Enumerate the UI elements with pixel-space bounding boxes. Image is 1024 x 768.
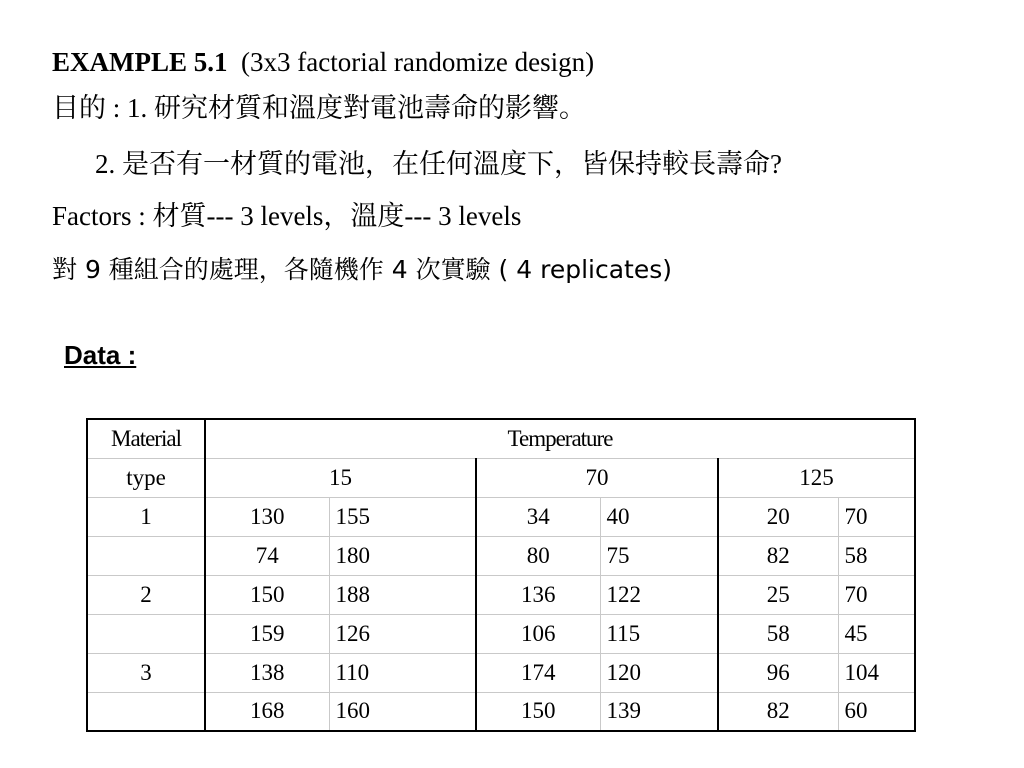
header-type: type [87,458,205,497]
data-cell: 58 [838,536,915,575]
data-cell: 45 [838,614,915,653]
table-row [87,575,915,614]
table-temperature-row [87,458,915,497]
example-title [52,44,594,80]
data-cell: 150 [476,692,600,731]
data-cell: 159 [205,614,329,653]
data-cell: 74 [205,536,329,575]
data-cell: 82 [718,536,838,575]
material-type-cell [87,614,205,653]
data-cell: 58 [718,614,838,653]
temperature-15: 15 [205,458,476,497]
data-cell: 82 [718,692,838,731]
factors-line: Factors : 材質--- 3 levels，溫度--- 3 levels [52,201,522,231]
data-cell: 115 [600,614,718,653]
data-cell: 160 [329,692,476,731]
data-cell: 139 [600,692,718,731]
data-cell: 168 [205,692,329,731]
data-cell: 80 [476,536,600,575]
data-cell: 126 [329,614,476,653]
data-cell: 20 [718,497,838,536]
data-cell: 155 [329,497,476,536]
treatment-line: 對 9 種組合的處理，各隨機作 4 次實驗 ( 4 replicates) [52,255,672,284]
table-row [87,653,915,692]
data-cell: 150 [205,575,329,614]
objective-1: 目的 : 1. 研究材質和溫度對電池壽命的影響。 [52,93,587,123]
header-material: Material [87,419,205,458]
data-cell: 136 [476,575,600,614]
table-row [87,536,915,575]
data-cell: 25 [718,575,838,614]
table-row [87,614,915,653]
data-cell: 130 [205,497,329,536]
table-body [87,497,915,731]
data-cell: 60 [838,692,915,731]
data-cell: 34 [476,497,600,536]
example-subtitle: (3x3 factorial randomize design) [241,47,595,77]
material-type-cell: 1 [87,497,205,536]
data-cell: 96 [718,653,838,692]
data-heading: Data : [64,340,137,370]
data-cell: 110 [329,653,476,692]
data-cell: 120 [600,653,718,692]
objective-2: 2. 是否有一材質的電池，在任何溫度下，皆保持較長壽命? [95,149,782,179]
table-row [87,497,915,536]
data-cell: 106 [476,614,600,653]
data-cell: 104 [838,653,915,692]
material-type-cell: 3 [87,653,205,692]
material-type-cell [87,692,205,731]
material-type-cell [87,536,205,575]
header-temperature: Temperature [205,419,915,458]
material-type-cell: 2 [87,575,205,614]
data-cell: 174 [476,653,600,692]
data-cell: 40 [600,497,718,536]
data-cell: 70 [838,497,915,536]
example-number: EXAMPLE 5.1 [52,47,228,77]
data-cell: 70 [838,575,915,614]
temperature-70: 70 [476,458,718,497]
temperature-125: 125 [718,458,915,497]
table-header-row [87,419,915,458]
data-cell: 75 [600,536,718,575]
data-cell: 188 [329,575,476,614]
data-cell: 138 [205,653,329,692]
data-table [86,418,916,732]
table-row [87,692,915,731]
data-cell: 122 [600,575,718,614]
data-cell: 180 [329,536,476,575]
